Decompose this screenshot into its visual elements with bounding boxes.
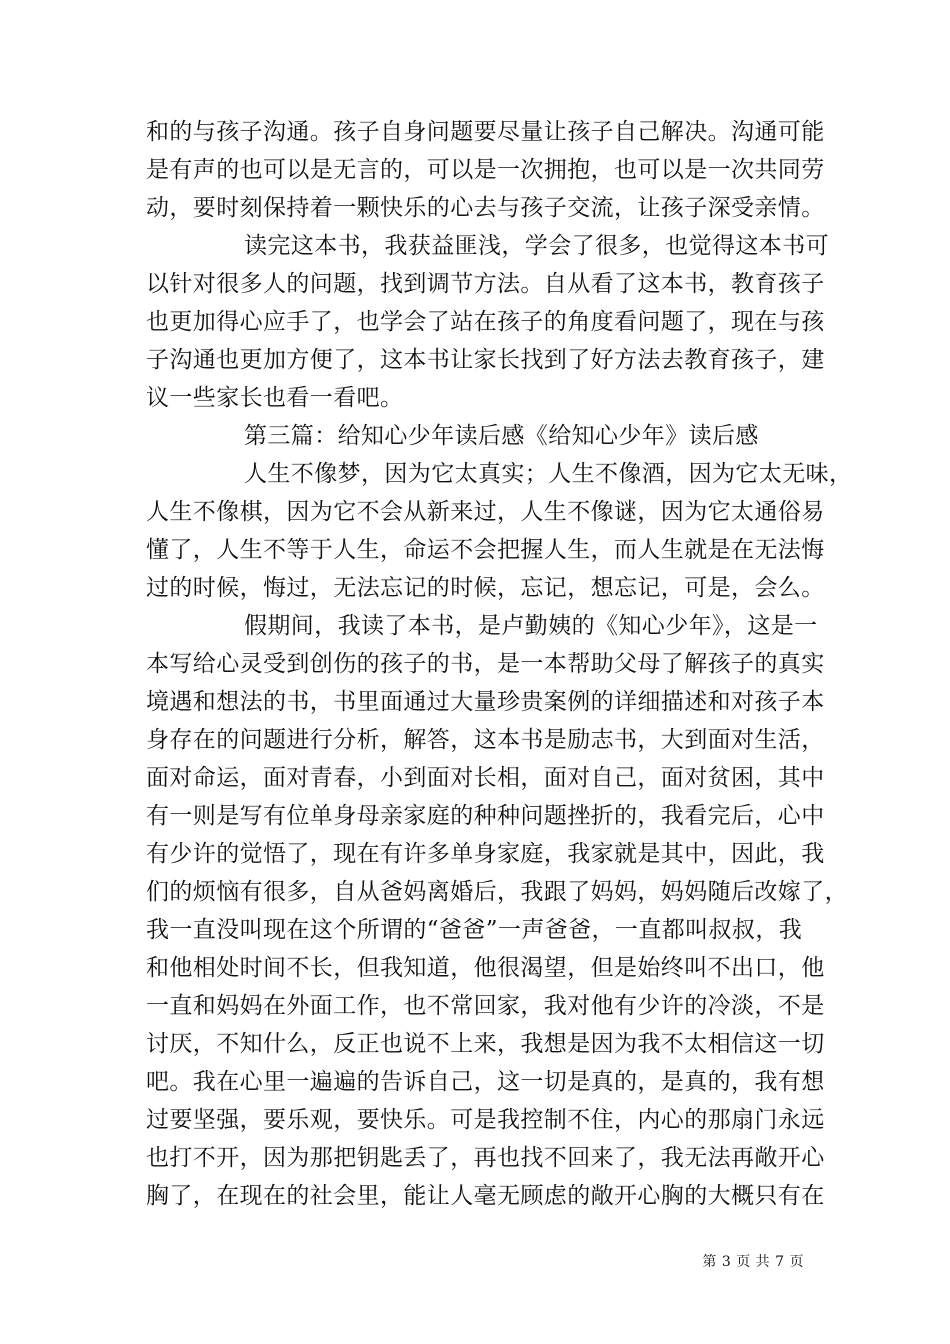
text-line: 人生不像棋，因为它不会从新来过，人生不像谜，因为它太通俗易	[146, 499, 825, 525]
text-line: 我一直没叫现在这个所谓的“爸爸”一声爸爸，一直都叫叔叔，我	[146, 917, 803, 943]
text-line: 也打不开，因为那把钥匙丢了，再也找不回来了，我无法再敞开心	[146, 1145, 825, 1171]
page-number-footer: 第 3 页 共 7 页	[702, 1254, 804, 1270]
text-line: 身存在的问题进行分析，解答，这本书是励志书，大到面对生活，	[146, 727, 825, 753]
paragraph-start-line: 假期间，我读了本书，是卢勤姨的《知心少年》，这是一	[244, 613, 818, 639]
text-line: 讨厌，不知什么，反正也说不上来，我想是因为我不太相信这一切	[146, 1031, 825, 1057]
text-line: 过的时候，悔过，无法忘记的时候，忘记，想忘记，可是，会么。	[146, 575, 825, 601]
text-line: 议一些家长也看一看吧。	[146, 385, 404, 411]
section-heading: 第三篇：给知心少年读后感《给知心少年》读后感	[244, 423, 759, 449]
paragraph-start-line: 人生不像梦，因为它太真实；人生不像酒，因为它太无味，	[244, 461, 853, 487]
text-line: 一直和妈妈在外面工作，也不常回家，我对他有少许的冷淡，不是	[146, 993, 825, 1019]
text-line: 动，要时刻保持着一颗快乐的心去与孩子交流，让孩子深受亲情。	[146, 195, 825, 221]
text-line: 面对命运，面对青春，小到面对长相，面对自己，面对贫困，其中	[146, 765, 825, 791]
text-line: 本写给心灵受到创伤的孩子的书，是一本帮助父母了解孩子的真实	[146, 651, 825, 677]
text-line: 子沟通也更加方便了，这本书让家长找到了好方法去教育孩子，建	[146, 347, 825, 373]
text-line: 懂了，人生不等于人生，命运不会把握人生，而人生就是在无法悔	[146, 537, 825, 563]
text-line: 有一则是写有位单身母亲家庭的种种问题挫折的，我看完后，心中	[146, 803, 825, 829]
text-line: 境遇和想法的书，书里面通过大量珍贵案例的详细描述和对孩子本	[146, 689, 825, 715]
text-line: 有少许的觉悟了，现在有许多单身家庭，我家就是其中，因此，我	[146, 841, 825, 867]
text-line: 和的与孩子沟通。孩子自身问题要尽量让孩子自己解决。沟通可能	[146, 119, 825, 145]
text-line: 是有声的也可以是无言的，可以是一次拥抱，也可以是一次共同劳	[146, 157, 825, 183]
text-line: 和他相处时间不长，但我知道，他很渴望，但是始终叫不出口，他	[146, 955, 825, 981]
paragraph-start-line: 读完这本书，我获益匪浅，学会了很多，也觉得这本书可	[244, 233, 829, 259]
text-line: 吧。我在心里一遍遍的告诉自己，这一切是真的，是真的，我有想	[146, 1069, 825, 1095]
text-line: 们的烦恼有很多，自从爸妈离婚后，我跟了妈妈，妈妈随后改嫁了，	[146, 879, 848, 905]
text-line: 胸了，在现在的社会里，能让人毫无顾虑的敞开心胸的大概只有在	[146, 1183, 825, 1209]
text-line: 以针对很多人的问题，找到调节方法。自从看了这本书，教育孩子	[146, 271, 825, 297]
text-line: 也更加得心应手了，也学会了站在孩子的角度看问题了，现在与孩	[146, 309, 825, 335]
text-line: 过要坚强，要乐观，要快乐。可是我控制不住，内心的那扇门永远	[146, 1107, 825, 1133]
